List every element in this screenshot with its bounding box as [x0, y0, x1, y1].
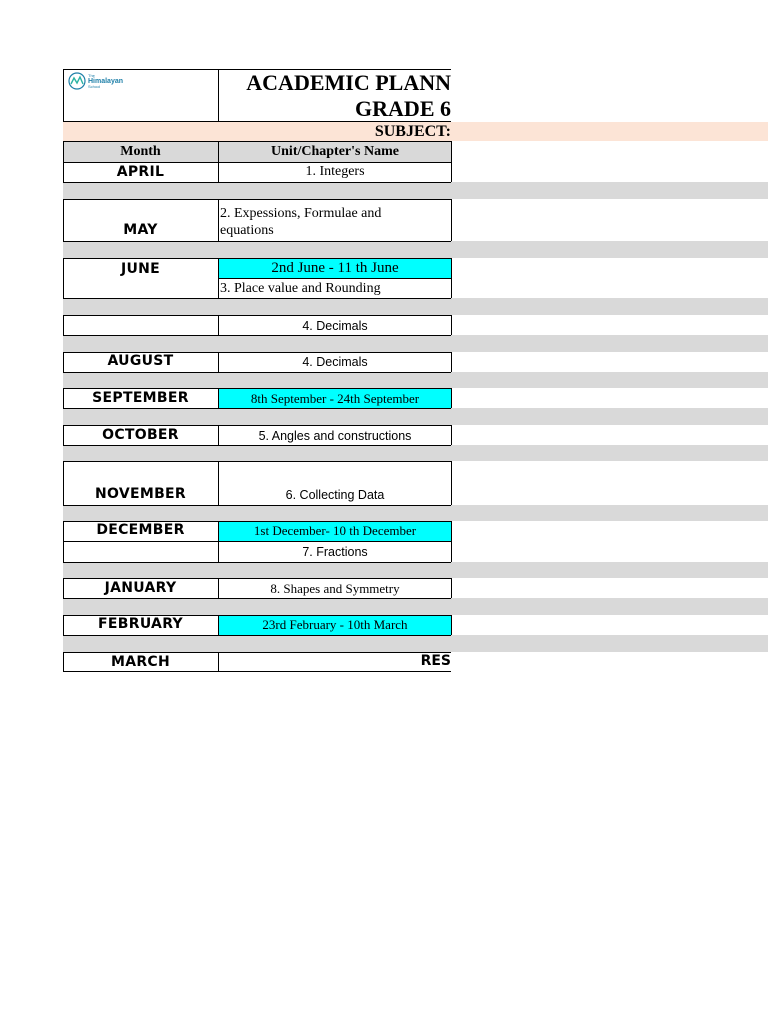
- unit-july: 4. Decimals: [302, 319, 368, 333]
- unit-august: 4. Decimals: [302, 355, 368, 369]
- subject-label: SUBJECT:: [374, 123, 451, 140]
- grid-line: [451, 199, 452, 241]
- separator-band: [63, 505, 768, 521]
- grid-line: [63, 241, 451, 242]
- month-january: JANUARY: [104, 580, 177, 596]
- unit-april: 1. Integers: [305, 164, 365, 179]
- break-december: 1st December- 10 th December: [253, 523, 417, 538]
- month-april: APRIL: [116, 164, 165, 180]
- grid-line: [63, 315, 64, 335]
- month-august: AUGUST: [107, 353, 174, 369]
- unit-october: 5. Angles and constructions: [258, 429, 412, 443]
- break-september: 8th September - 24th September: [250, 391, 420, 406]
- grid-line: [451, 352, 452, 372]
- unit-may-line1: 2. Expessions, Formulae and: [220, 206, 382, 221]
- month-may: MAY: [123, 222, 158, 238]
- separator-band: [63, 598, 768, 615]
- school-logo: [68, 72, 128, 90]
- separator-band: [63, 298, 768, 315]
- unit-january: 8. Shapes and Symmetry: [270, 581, 400, 596]
- logo-text-top: The: [88, 72, 95, 78]
- column-header-unit: Unit/Chapter's Name: [271, 144, 399, 159]
- grid-line: [451, 315, 452, 335]
- grid-line: [451, 461, 452, 505]
- grid-line: [451, 141, 452, 182]
- unit-december: 7. Fractions: [302, 545, 368, 559]
- grid-line: [451, 578, 452, 598]
- grid-line: [451, 521, 452, 562]
- grid-line: [63, 182, 451, 183]
- separator-band: [63, 408, 768, 425]
- grid-line: [63, 372, 451, 373]
- month-november: NOVEMBER: [95, 486, 186, 502]
- grid-line: [63, 199, 451, 200]
- grid-line: [63, 505, 451, 506]
- mountain-logo-icon: [68, 72, 86, 90]
- grid-line: [63, 461, 451, 462]
- month-june: JUNE: [120, 261, 161, 277]
- grid-line: [63, 69, 64, 122]
- separator-band: [63, 635, 768, 652]
- grid-line: [218, 199, 219, 241]
- unit-march: RES: [420, 653, 451, 669]
- grid-line: [451, 258, 452, 298]
- logo-text-mid: Himalayan: [88, 77, 124, 85]
- month-december: DECEMBER: [96, 522, 185, 538]
- grid-line: [63, 298, 451, 299]
- unit-november: 6. Collecting Data: [285, 488, 385, 502]
- grid-line: [63, 635, 451, 636]
- month-october: OCTOBER: [102, 427, 179, 443]
- separator-band: [63, 372, 768, 388]
- grid-line: [63, 562, 451, 563]
- column-header-month: Month: [120, 144, 161, 159]
- separator-band: [63, 335, 768, 352]
- break-june: 2nd June - 11 th June: [271, 260, 399, 276]
- month-february: FEBRUARY: [98, 616, 183, 632]
- separator-band: [63, 445, 768, 461]
- page-title: ACADEMIC PLANN: [246, 70, 451, 95]
- grid-line: [451, 615, 452, 635]
- month-march: MARCH: [110, 654, 171, 670]
- unit-may-line2: equations: [220, 223, 274, 238]
- separator-band: [63, 562, 768, 578]
- separator-band: [63, 182, 768, 199]
- month-september: SEPTEMBER: [92, 390, 189, 406]
- logo-text-bot: School: [88, 83, 101, 89]
- grid-line: [451, 388, 452, 408]
- logo-text: [88, 74, 123, 89]
- grid-line: [451, 425, 452, 445]
- separator-band: [63, 241, 768, 258]
- unit-june: 3. Place value and Rounding: [220, 281, 381, 296]
- break-february: 23rd February - 10th March: [262, 617, 408, 632]
- grade-title: GRADE 6: [355, 96, 451, 121]
